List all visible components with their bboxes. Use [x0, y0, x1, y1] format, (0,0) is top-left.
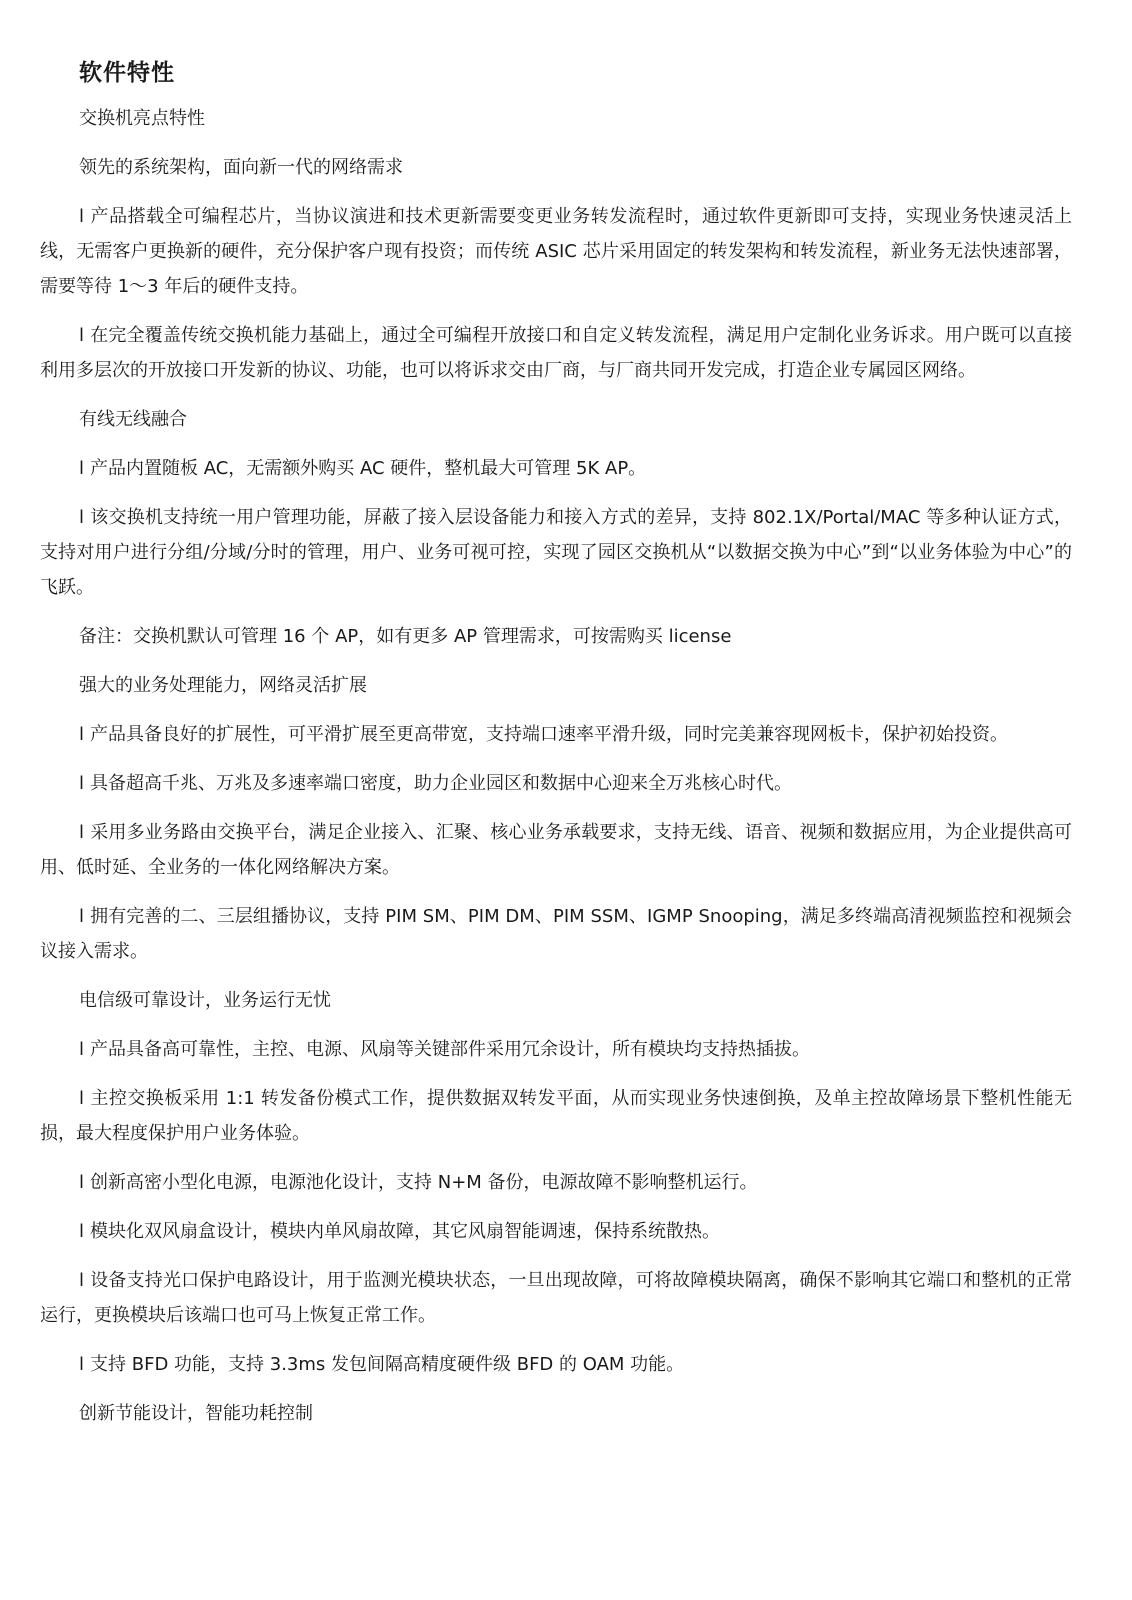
paragraph-text: 创新高密小型化电源，电源池化设计，支持 N+M 备份，电源故障不影响整机运行。 — [90, 1172, 758, 1193]
bullet-marker: l — [79, 1221, 85, 1242]
paragraph-text: 产品具备高可靠性，主控、电源、风扇等关键部件采用冗余设计，所有模块均支持热插拔。 — [90, 1039, 811, 1060]
section-heading: 创新节能设计，智能功耗控制 — [79, 1403, 313, 1424]
bullet-marker: l — [79, 1172, 85, 1193]
page-title: 软件特性 — [79, 60, 175, 86]
bullet-marker: l — [79, 822, 85, 843]
paragraph-text: 支持 BFD 功能，支持 3.3ms 发包间隔高精度硬件级 BFD 的 OAM 功能。 — [90, 1354, 685, 1375]
paragraph-text: 模块化双风扇盒设计，模块内单风扇故障，其它风扇智能调速，保持系统散热。 — [90, 1221, 721, 1242]
bullet-paragraph — [40, 1032, 1072, 1067]
bullet-paragraph — [40, 717, 1072, 752]
paragraph-text: 主控交换板采用 1:1 转发备份模式工作，提供数据双转发平面，从而实现业务快速倒换，及单主控故障场景下整机性能无损，最大程度保护用户业务体验。 — [40, 1088, 1072, 1144]
bullet-paragraph — [40, 899, 1072, 969]
bullet-marker: l — [79, 906, 85, 927]
bullet-paragraph — [40, 766, 1072, 801]
paragraph-text: 具备超高千兆、万兆及多速率端口密度，助力企业园区和数据中心迎来全万兆核心时代。 — [90, 773, 793, 794]
bullet-paragraph — [40, 318, 1072, 388]
bullet-marker: l — [79, 325, 85, 346]
bullet-paragraph — [40, 1081, 1072, 1151]
paragraph-text: 该交换机支持统一用户管理功能，屏蔽了接入层设备能力和接入方式的差异，支持 802.1X/Portal/MAC 等多种认证方式，支持对用户进行分组/分域/分时的管理，用户、业务可视可控，实现了园区交换机从“以数据交换为中心”到“以业务体验为中心”的飞跃。 — [40, 507, 1072, 598]
document-body — [40, 101, 1072, 1431]
bullet-marker: l — [79, 1270, 85, 1291]
bullet-paragraph — [40, 1165, 1072, 1200]
paragraph-text: 产品内置随板 AC，无需额外购买 AC 硬件，整机最大可管理 5K AP。 — [90, 458, 647, 479]
bullet-paragraph — [40, 1347, 1072, 1382]
paragraph-text: 产品搭载全可编程芯片，当协议演进和技术更新需要变更业务转发流程时，通过软件更新即可支持，实现业务快速灵活上线，无需客户更换新的硬件，充分保护客户现有投资；而传统 ASIC 芯片采用固定的转发架构和转发流程，新业务无法快速部署，需要等待 1～3 年后的硬件支持。 — [40, 206, 1072, 297]
bullet-paragraph — [40, 1214, 1072, 1249]
bullet-marker: l — [79, 507, 85, 528]
bullet-marker: l — [79, 206, 85, 227]
bullet-marker: l — [79, 1354, 85, 1375]
bullet-marker: l — [79, 1039, 85, 1060]
bullet-paragraph — [40, 1263, 1072, 1333]
section-heading: 电信级可靠设计，业务运行无忧 — [79, 990, 331, 1011]
bullet-paragraph — [40, 500, 1072, 605]
paragraph-text: 产品具备良好的扩展性，可平滑扩展至更高带宽，支持端口速率平滑升级，同时完美兼容现网板卡，保护初始投资。 — [90, 724, 1009, 745]
section-heading: 强大的业务处理能力，网络灵活扩展 — [79, 675, 367, 696]
section-heading: 交换机亮点特性 — [79, 108, 205, 129]
bullet-marker: l — [79, 1088, 85, 1109]
paragraph-text: 在完全覆盖传统交换机能力基础上，通过全可编程开放接口和自定义转发流程，满足用户定制化业务诉求。用户既可以直接利用多层次的开放接口开发新的协议、功能，也可以将诉求交由厂商，与厂商共同开发完成，打造企业专属园区网络。 — [40, 325, 1072, 381]
paragraph-text: 设备支持光口保护电路设计，用于监测光模块状态，一旦出现故障，可将故障模块隔离，确保不影响其它端口和整机的正常运行，更换模块后该端口也可马上恢复正常工作。 — [40, 1270, 1072, 1326]
bullet-marker: l — [79, 724, 85, 745]
bullet-paragraph — [40, 451, 1072, 486]
section-heading: 领先的系统架构，面向新一代的网络需求 — [79, 157, 403, 178]
bullet-marker: l — [79, 458, 85, 479]
section-heading: 备注：交换机默认可管理 16 个 AP，如有更多 AP 管理需求，可按需购买 license — [79, 626, 732, 647]
paragraph-text: 采用多业务路由交换平台，满足企业接入、汇聚、核心业务承载要求，支持无线、语音、视频和数据应用，为企业提供高可用、低时延、全业务的一体化网络解决方案。 — [40, 822, 1072, 878]
bullet-paragraph — [40, 815, 1072, 885]
section-heading: 有线无线融合 — [79, 409, 187, 430]
bullet-paragraph — [40, 199, 1072, 304]
bullet-marker: l — [79, 773, 85, 794]
paragraph-text: 拥有完善的二、三层组播协议，支持 PIM SM、PIM DM、PIM SSM、IGMP Snooping，满足多终端高清视频监控和视频会议接入需求。 — [40, 906, 1072, 962]
